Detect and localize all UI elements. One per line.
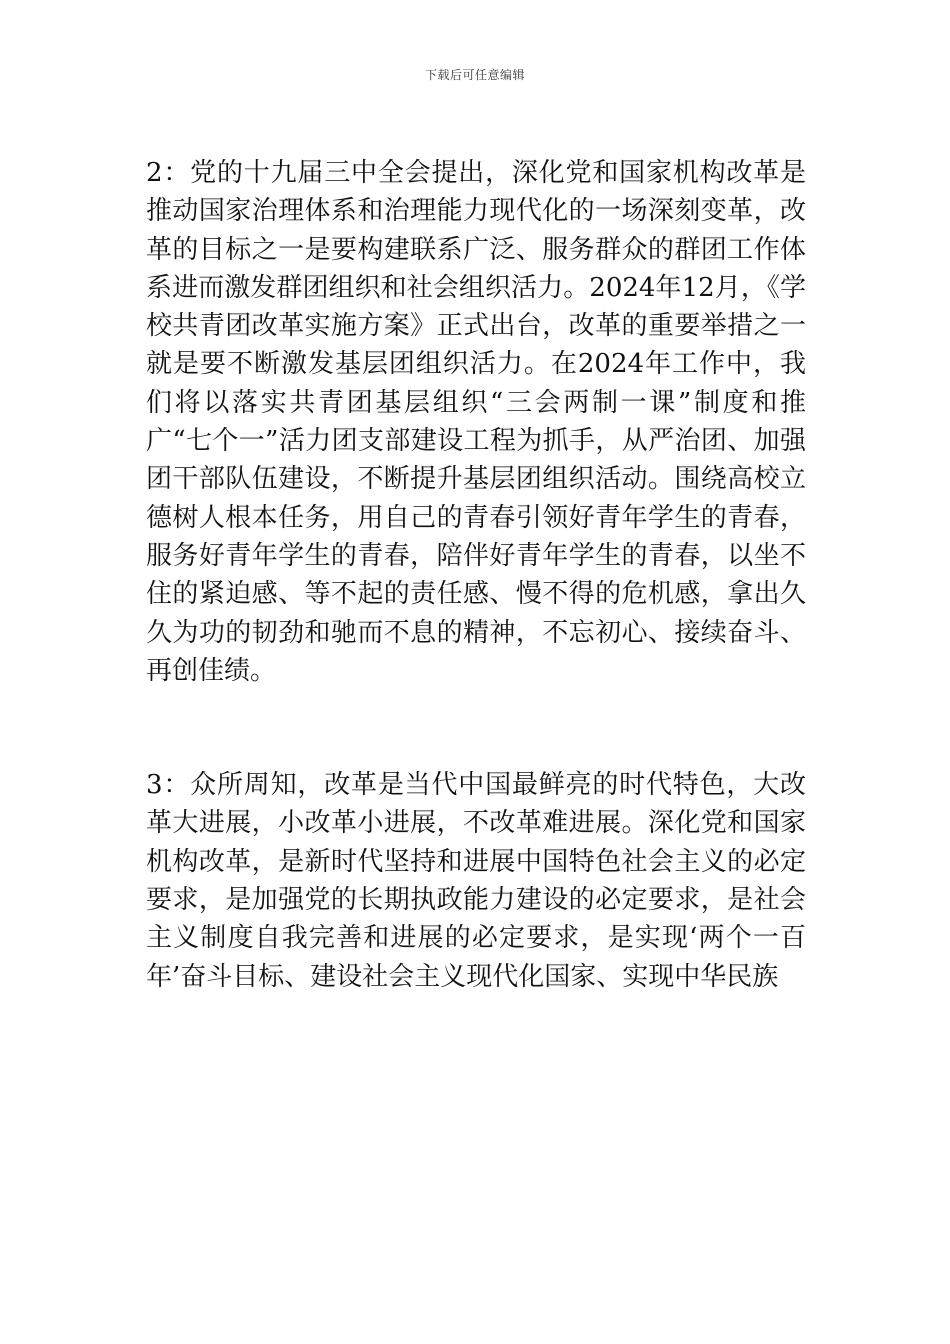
paragraph-3: 3：众所周知，改革是当代中国最鲜亮的时代特色，大改革大进展，小改革小进展，不改革难进展。深化党和国家机构改革，是新时代坚持和进展中国特色社会主义的必定要求，是加强党的长期执政能力建设的必定要求，是社会主义制度自我完善和进展的必定要求，是实现‘两个一百年’奋斗目标、建设社会主义现代化国家、实现中华民族 [146,770,806,992]
paragraph-2: 2：党的十九届三中全会提出，深化党和国家机构改革是推动国家治理体系和治理能力现代化的一场深刻变革，改革的目标之一是要构建联系广泛、服务群众的群团工作体系进而激发群团组织和社会组织活力。2024年12月，《学校共青团改革实施方案》正式出台，改革的重要举措之一就是要不断激发基层团组织活力。在2024年工作中，我们将以落实共青团基层组织“三会两制一课”制度和推广“七个一”活力团支部建设工程为抓手，从严治团、加强团干部队伍建设，不断提升基层团组织活动。围绕高校立德树人根本任务，用自己的青春引领好青年学生的青春，服务好青年学生的青春，陪伴好青年学生的青春，以坐不住的紧迫感、等不起的责任感、慢不得的危机感，拿出久久为功的韧劲和驰而不息的精神，不忘初心、接续奋斗、再创佳绩。 [146,158,806,686]
document-body [146,154,806,996]
page-header-note: 下载后可任意编辑 [424,68,525,82]
